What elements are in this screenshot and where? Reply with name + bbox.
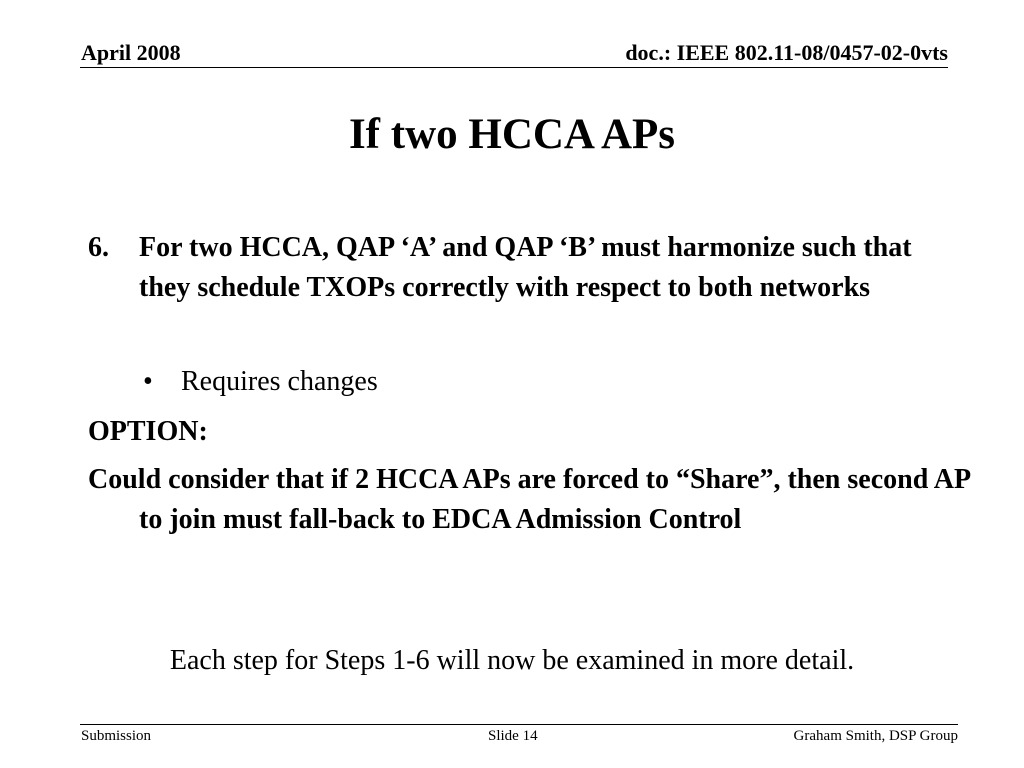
bullet-icon: • — [143, 366, 153, 397]
option-label: OPTION: — [88, 416, 208, 447]
sub-bullet-text: Requires changes — [181, 366, 378, 397]
option-text: Could consider that if 2 HCCA APs are forced to “Share”, then second AP to join must fall-back to EDCA Admission Control — [88, 464, 970, 535]
header-date: April 2008 — [81, 40, 181, 65]
footer-submission: Submission — [81, 728, 152, 744]
header-doc-id: doc.: IEEE 802.11-08/0457-02-0vts — [625, 40, 948, 65]
slide-title: If two HCCA APs — [348, 111, 676, 158]
footer-slide-number: Slide 14 — [488, 728, 538, 744]
item-text: For two HCCA, QAP ‘A’ and QAP ‘B’ must harmonize such that they schedule TXOPs correctly with respect to both networks — [139, 232, 912, 303]
header-divider — [80, 67, 948, 68]
footer-divider — [80, 724, 958, 725]
closing-statement: Each step for Steps 1-6 will now be examined in more detail. — [169, 645, 855, 676]
footer-author: Graham Smith, DSP Group — [793, 728, 958, 744]
item-number: 6. — [88, 232, 109, 263]
